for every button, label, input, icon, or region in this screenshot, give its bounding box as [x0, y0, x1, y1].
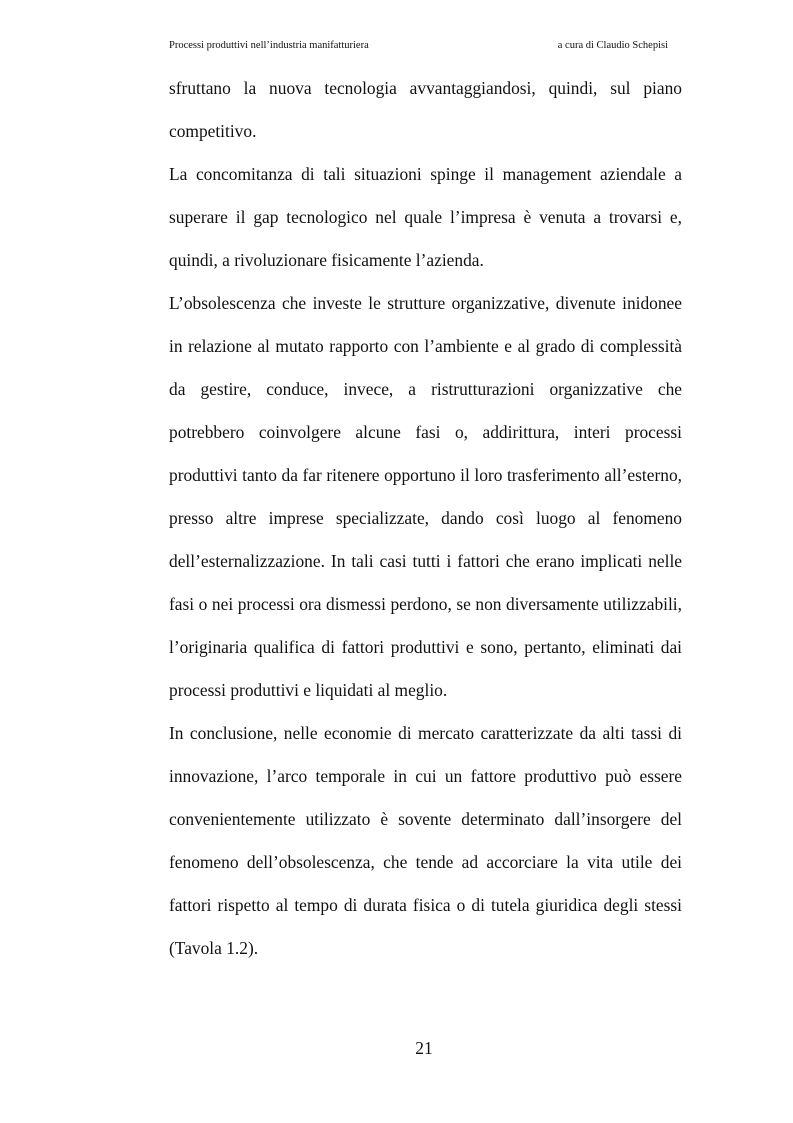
paragraph-2: La concomitanza di tali situazioni spinge il management aziendale a superare il gap tecnologico nel quale l’impresa è venuta a trovarsi e, quindi, a rivoluzionare fisicamente l’azienda.	[169, 164, 682, 270]
body-text	[169, 67, 682, 970]
page-number: 21	[415, 1038, 433, 1058]
paragraph-1: sfruttano la nuova tecnologia avvantaggiandosi, quindi, sul piano competitivo.	[169, 78, 682, 141]
header-title: Processi produttivi nell’industria manifatturiera	[169, 40, 369, 51]
header-author: a cura di Claudio Schepisi	[557, 40, 668, 51]
paragraph-4: In conclusione, nelle economie di mercato caratterizzate da alti tassi di innovazione, l’arco temporale in cui un fattore produttivo può essere convenientemente utilizzato è sovente determinato dall’insorgere del fenomeno dell’obsolescenza, che tende ad accorciare la vita utile dei fattori rispetto al tempo di durata fisica o di tutela giuridica degli stessi (Tavola 1.2).	[169, 723, 682, 958]
paragraph-3: L’obsolescenza che investe le strutture organizzative, divenute inidonee in relazione al mutato rapporto con l’ambiente e al grado di complessità da gestire, conduce, invece, a ristrutturazioni organizzative che potrebbero coinvolgere alcune fasi o, addirittura, interi processi produttivi tanto da far ritenere opportuno il loro trasferimento all’esterno, presso altre imprese specializzate, dando così luogo al fenomeno dell’esternalizzazione. In tali casi tutti i fattori che erano implicati nelle fasi o nei processi ora dismessi perdono, se non diversamente utilizzabili, l’originaria qualifica di fattori produttivi e sono, pertanto, eliminati dai processi produttivi e liquidati al meglio.	[169, 293, 682, 700]
running-header	[169, 38, 668, 54]
